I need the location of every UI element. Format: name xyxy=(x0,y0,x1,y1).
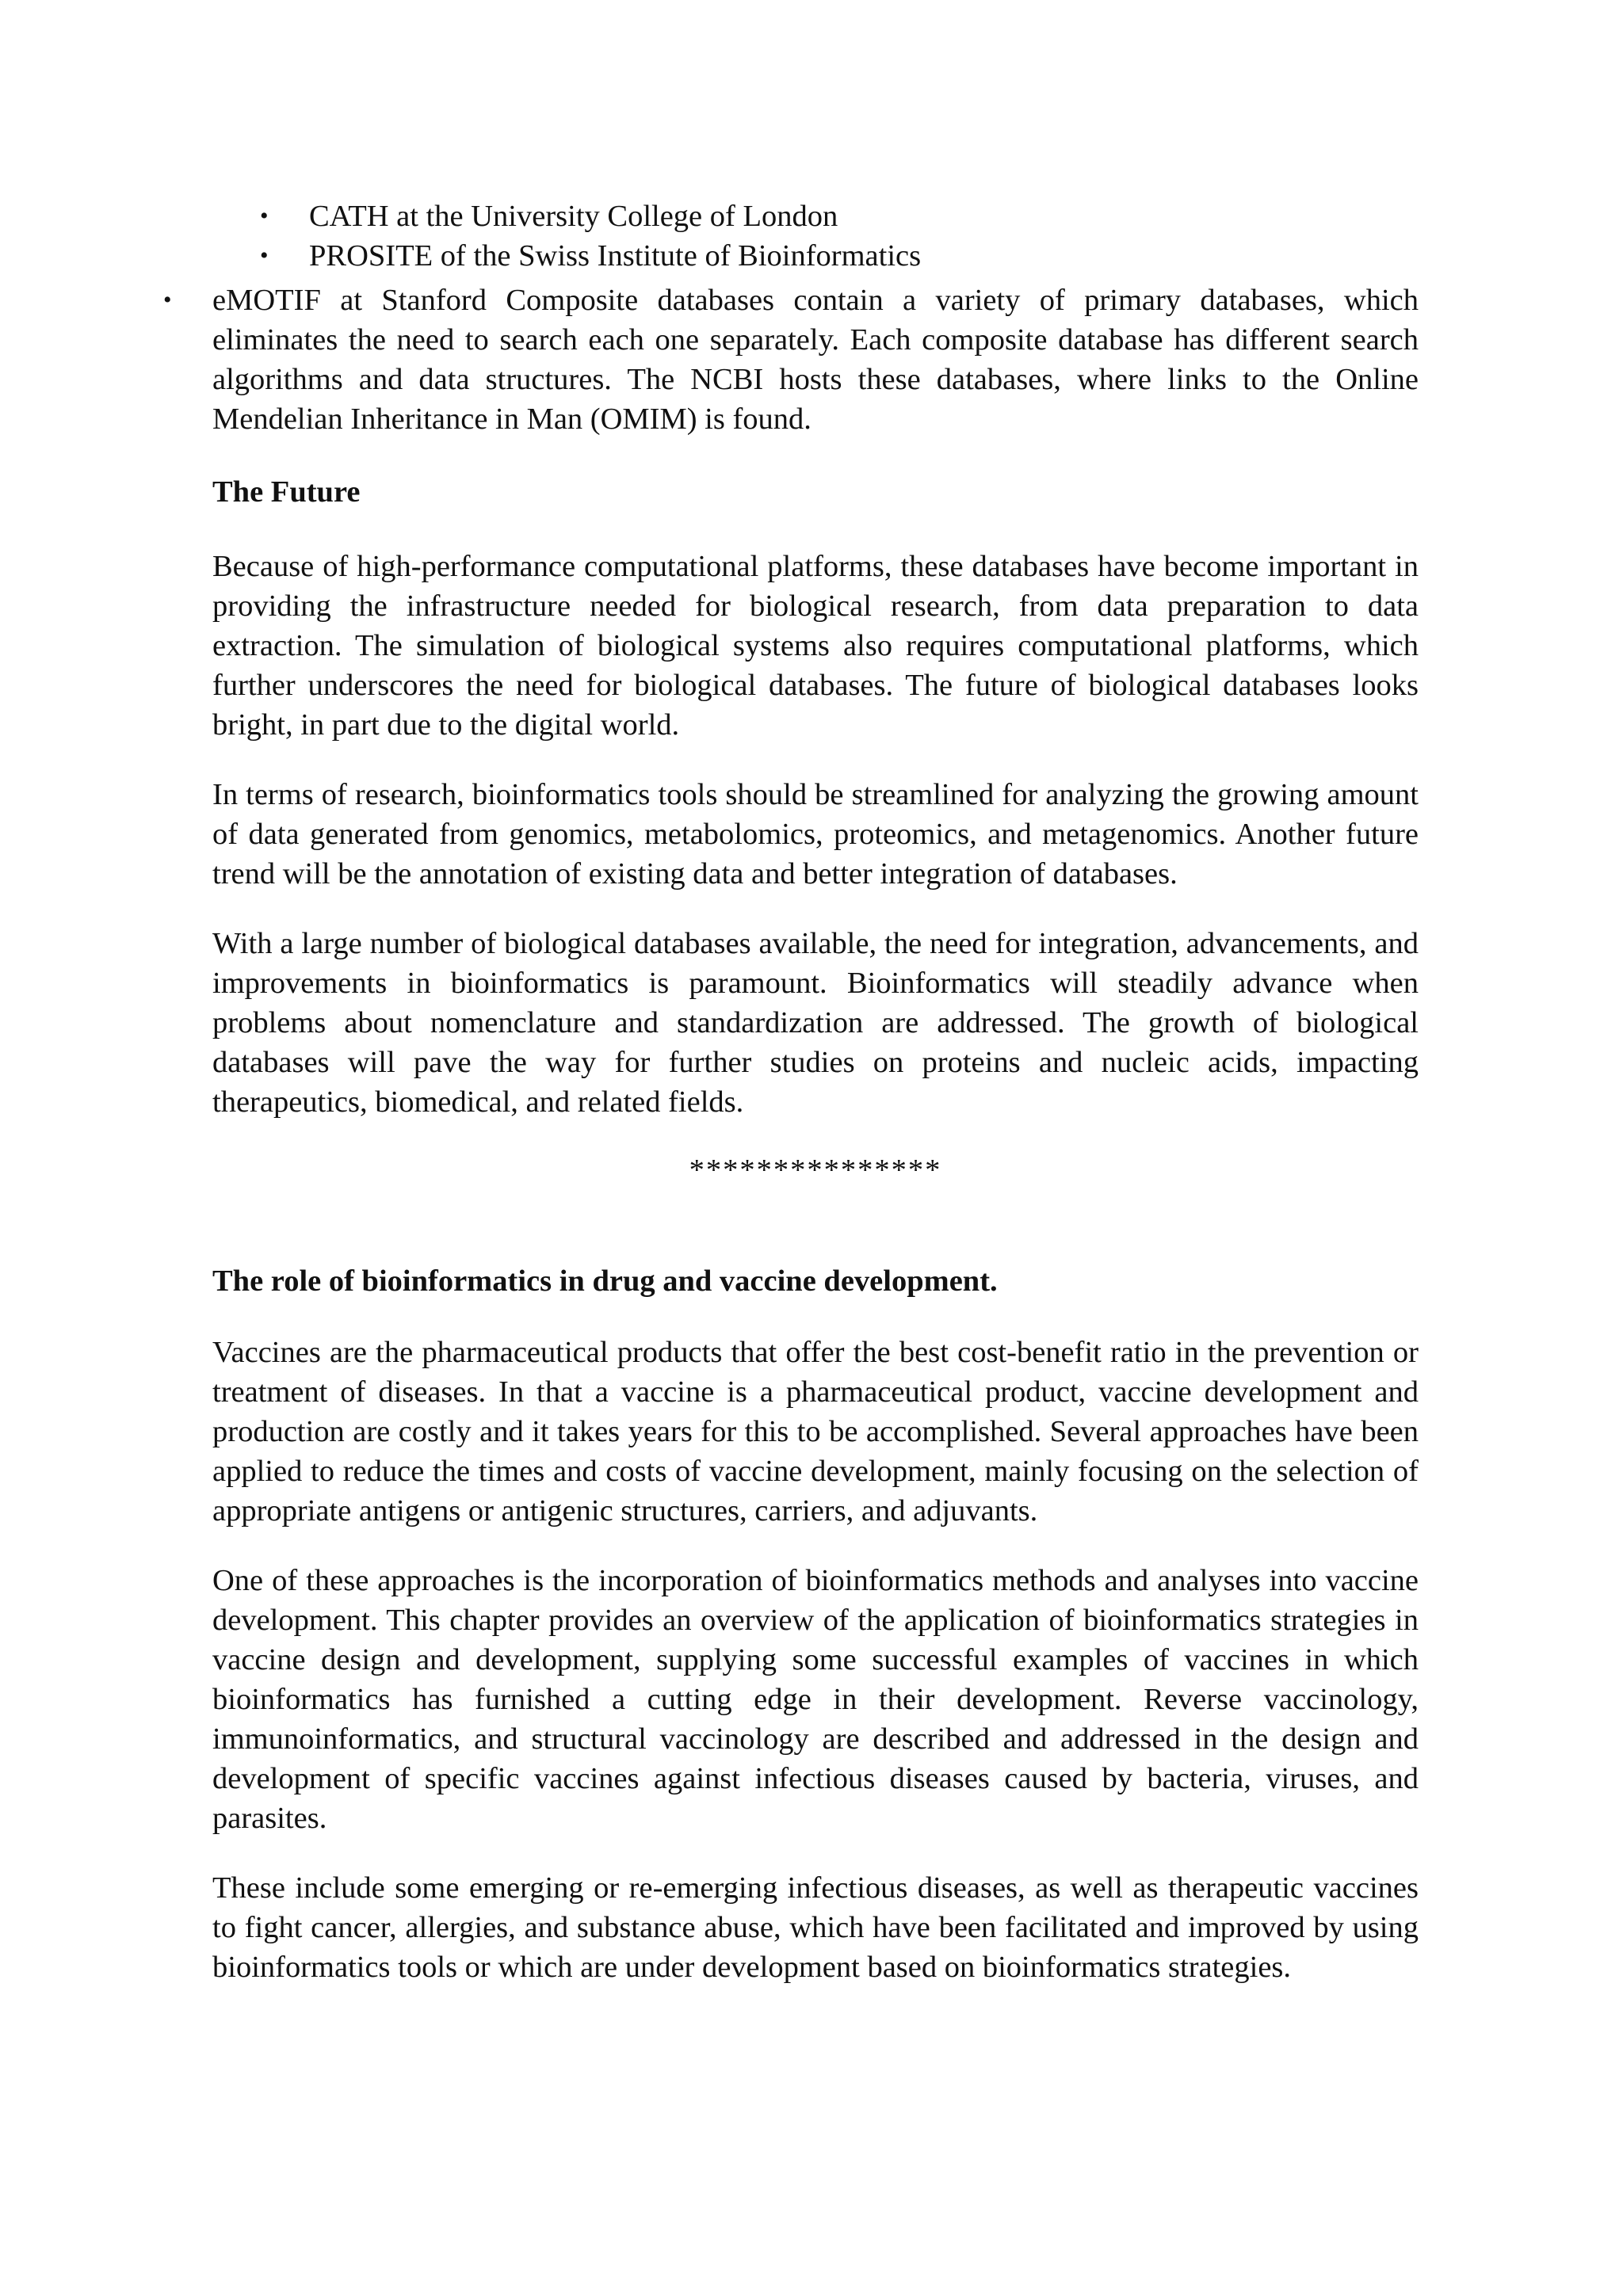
list-item: • eMOTIF at Stanford Composite databases contain a variety of primary databases, which eliminates the need to search each one separately. Each composite database has different search algorithms and data structures. The NCBI hosts these databases, where links to the Online Mendelian Inheritance in Man (OMIM) is found. xyxy=(212,280,1419,439)
paragraph: One of these approaches is the incorporation of bioinformatics methods and analyses into vaccine development. This chapter provides an overview of the application of bioinformatics strategies in vaccine design and development, supplying some successful examples of vaccines in which bioinformatics has furnished a cutting edge in their development. Reverse vaccinology, immunoinformatics, and structural vaccinology are described and addressed in the design and development of specific vaccines against infectious diseases caused by bacteria, viruses, and parasites. xyxy=(212,1564,1419,1835)
list-item: • PROSITE of the Swiss Institute of Bioinformatics xyxy=(212,236,1419,276)
list-item: • CATH at the University College of London xyxy=(212,196,1419,236)
bullet-list xyxy=(212,280,1419,439)
paragraph: With a large number of biological databases available, the need for integration, advancements, and improvements in bioinformatics is paramount. Bioinformatics will steadily advance when problems about nomenclature and standardization are addressed. The growth of biological databases will pave the way for further studies on proteins and nucleic acids, impacting therapeutics, biomedical, and related fields. xyxy=(212,927,1419,1119)
paragraph: Vaccines are the pharmaceutical products that offer the best cost-benefit ratio in the prevention or treatment of diseases. In that a vaccine is a pharmaceutical product, vaccine development and production are costly and it takes years for this to be accomplished. Several approaches have been applied to reduce the times and costs of vaccine development, mainly focusing on the selection of appropriate antigens or antigenic structures, carriers, and adjuvants. xyxy=(212,1336,1419,1527)
paragraph: These include some emerging or re-emerging infectious diseases, as well as therapeutic vaccines to fight cancer, allergies, and substance abuse, which have been facilitated and improved by using bioinformatics tools or which are under development based on bioinformatics strategies. xyxy=(212,1871,1419,1984)
nested-bullet-list xyxy=(212,196,1419,276)
section-heading-future: The Future xyxy=(212,475,361,509)
paragraph: In terms of research, bioinformatics tools should be streamlined for analyzing the growing amount of data generated from genomics, metabolomics, proteomics, and metagenomics. Another future trend will be the annotation of existing data and better integration of databases. xyxy=(212,778,1419,891)
page-content xyxy=(212,196,1419,1987)
section-separator: *************** xyxy=(689,1154,942,1187)
paragraph: Because of high-performance computational platforms, these databases have become important in providing the infrastructure needed for biological research, from data preparation to data extraction. The simulation of biological systems also requires computational platforms, which further underscores the need for biological databases. The future of biological databases looks bright, in part due to the digital world. xyxy=(212,550,1419,742)
section-heading-role: The role of bioinformatics in drug and vaccine development. xyxy=(212,1264,998,1298)
